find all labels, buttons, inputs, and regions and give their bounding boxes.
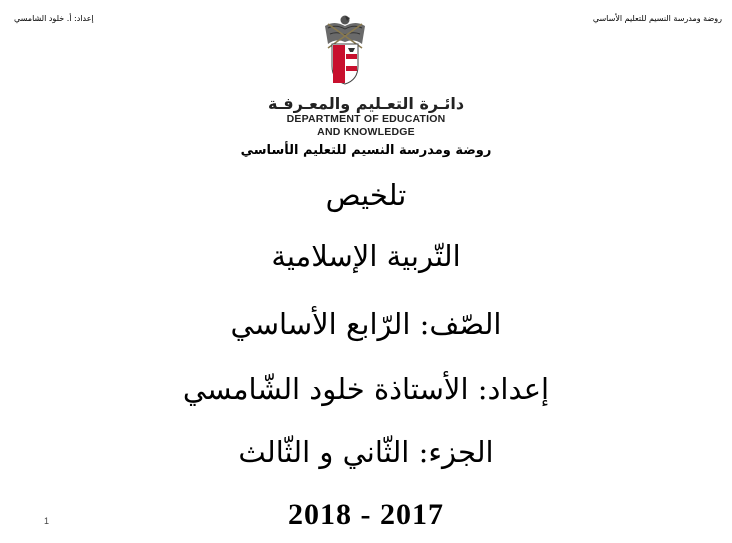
subject-title: التّربية الإسلامية — [271, 239, 461, 273]
department-name-english-line2: AND KNOWLEDGE — [317, 126, 415, 138]
academic-year: 2018 - 2017 — [288, 498, 444, 531]
author-line: إعداد: الأستاذة خلود الشّامسي — [182, 372, 550, 406]
grade-line: الصّف: الرّابع الأساسي — [230, 307, 502, 341]
school-name: روضة ومدرسة النسيم للتعليم الأساسي — [240, 143, 492, 158]
department-name-arabic: دائـرة التعـليم والمعـرفـة — [267, 94, 465, 113]
abu-dhabi-emblem-icon — [322, 14, 368, 86]
header-school-name: روضة ومدرسة النسيم للتعليم الأساسي — [592, 14, 722, 23]
page-number: 1 — [44, 516, 50, 526]
header-author: إعداد: أ. خلود الشامسي — [14, 14, 94, 23]
department-name-english-line1: DEPARTMENT OF EDUCATION — [286, 113, 446, 125]
document-title-summary: تلخيص — [325, 178, 407, 212]
parts-line: الجزء: الثّاني و الثّالث — [238, 435, 494, 469]
